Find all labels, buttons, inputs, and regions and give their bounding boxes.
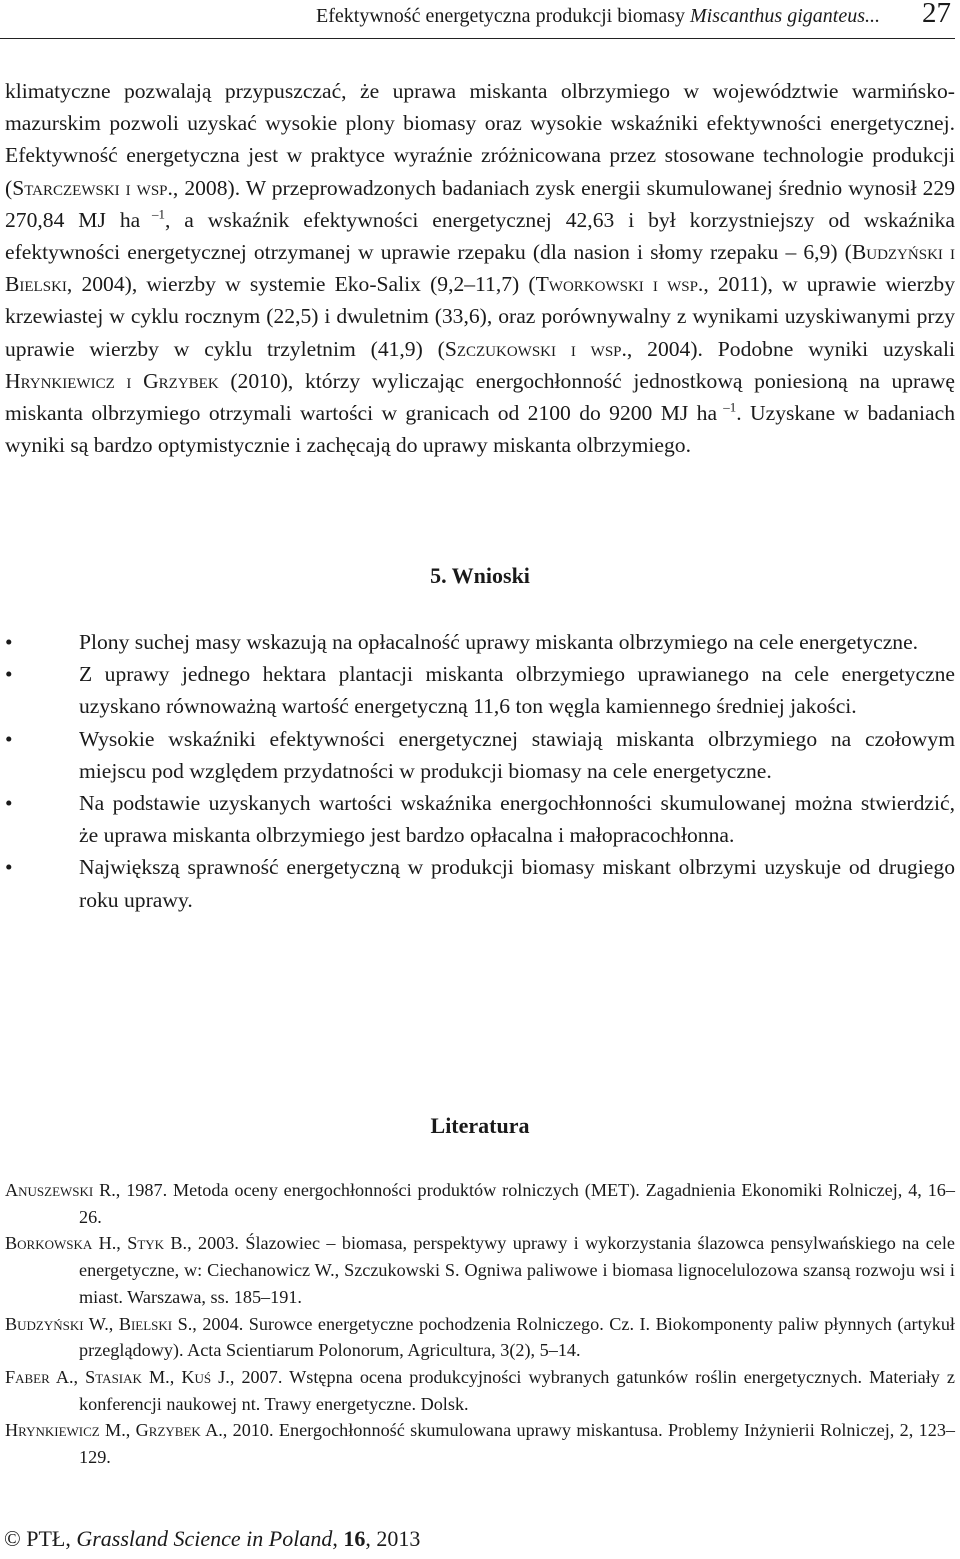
list-item: • Największą sprawność energetyczną w produkcji biomasy miskant olbrzymi uzyskuje od drugiego roku uprawy.: [5, 851, 955, 915]
running-header: [0, 0, 955, 39]
bullet-icon: •: [5, 726, 13, 751]
reference-item: Hrynkiewicz M., Grzybek A., 2010. Energochłonność skumulowana uprawy miskantusa. Problemy Inżynierii Rolniczej, 2, 123–129.: [5, 1420, 956, 1468]
page-footer: © PTŁ, Grassland Science in Poland, 16, 2013: [4, 1526, 421, 1551]
running-title: [316, 5, 880, 28]
reference-authors: Faber A., Stasiak M., Kuś J.: [5, 1366, 230, 1387]
running-title-text: Efektywność energetyczna produkcji biomasy: [316, 5, 690, 27]
citation-tworkowski: Tworkowski i wsp.: [535, 272, 704, 297]
list-item: • Plony suchej masy wskazują na opłacalność uprawy miskanta olbrzymiego na cele energetyczne.: [5, 626, 955, 658]
bullet-icon: •: [5, 630, 13, 654]
list-item: • Z uprawy jednego hektara plantacji miskanta olbrzymiego uprawianego na cele energetyczne uzyskano równoważną wartość energetyczną 11,6 ton węgla kamiennego średniej jakości.: [5, 658, 955, 722]
conclusions-list: [5, 626, 955, 916]
reference-item: Faber A., Stasiak M., Kuś J., 2007. Wstępna ocena produkcyjności wybranych gatunków roślin energetycznych. Materiały z konferencji naukowej nt. Trawy energetyczne. Dolsk.: [5, 1366, 955, 1414]
bullet-icon: •: [5, 791, 13, 816]
section-title-conclusions: 5. Wnioski: [430, 563, 530, 588]
volume-number: 16: [343, 1526, 366, 1551]
bullet-icon: •: [5, 662, 13, 687]
running-title-species: Miscanthus giganteus...: [690, 5, 880, 27]
section-title-literature: Literatura: [430, 1113, 530, 1138]
reference-item: Borkowska H., Styk B., 2003. Ślazowiec – biomasa, perspektywy uprawy i wykorzystania ślazowca pensylwańskiego na cele energetyczne, w: Ciechanowicz W., Szczukowski S. Ogniwa paliwowe i biomasa lignocelulozowa szansą rozwoju wsi i miast. Warszawa, ss. 185–191.: [5, 1233, 955, 1307]
list-item: • Wysokie wskaźniki efektywności energetycznej stawiają miskanta olbrzymiego na czołowym miejscu pod względem przydatności w produkcji biomasy na cele energetyczne.: [5, 723, 955, 787]
reference-authors: Anuszewski R.: [5, 1180, 116, 1200]
journal-name: Grassland Science in Poland: [76, 1526, 333, 1551]
reference-item: Anuszewski R., 1987. Metoda oceny energochłonności produktów rolniczych (MET). Zagadnienia Ekonomiki Rolniczej, 4, 16–26.: [5, 1180, 955, 1227]
exponent: –1: [140, 206, 165, 222]
body-paragraph: klimatyczne pozwalają przypuszczać, że uprawa miskanta olbrzymiego w województwie warmińsko-mazurskim pozwoli uzyskać wysokie plony biomasy oraz wysokie wskaźniki efektywności energetycznej. Efektywność energetyczna jest w praktyce wyraźnie zróżnicowana przez stosowane technologie produkcji (Starczewski i wsp., 2008). W przeprowadzonych badaniach zysk energii skumulowanej średnio wynosił 229 270,84 MJ ha $^{-1}$, a wskaźnik efektywności energetycznej 42,63 i był korzystniejszy od wskaźnika efektywności energetycznej otrzymanej w uprawie rzepaku (dla nasion i słomy rzepaku – 6,9) (Budzyński i Bielski, 2004), wierzby w systemie Eko-Salix (9,2–11,7) (Tworkowski i wsp., 2011), w uprawie wierzby krzewiastej w cyklu rocznym (22,5) i dwuletnim (33,6), oraz porównywalny z wynikami uzyskiwanymi przy uprawie wierzby w cyklu trzyletnim (41,9) (Szczukowski i wsp., 2004). Podobne wyniki uzyskali Hrynkiewicz i Grzybek (2010), którzy wyliczając energochłonność jednostkową poniesioną na uprawę miskanta olbrzymiego otrzymali wartości w granicach od 2100 do 9200 MJ ha $^{-1}$. Uzyskane w badaniach wyniki są bardzo optymistycznie i zachęcają do uprawy miskanta olbrzymiego.: [5, 79, 956, 458]
reference-item: Budzyński W., Bielski S., 2004. Surowce energetyczne pochodzenia Rolniczego. Cz. I. Biokomponenty paliw płynnych (artykuł przeglądowy). Acta Scientiarum Polonorum, Agricultura, 3(2), 5–14.: [5, 1313, 955, 1361]
citation-budzynski: Budzyński i Bielski: [5, 240, 955, 297]
reference-authors: Hrynkiewicz M., Grzybek A.: [5, 1420, 223, 1441]
reference-authors: Borkowska H., Styk B.: [5, 1233, 188, 1254]
citation-szczukowski: Szczukowski i wsp.: [444, 336, 627, 361]
exponent: –1: [717, 399, 737, 415]
page-number: 27: [922, 0, 951, 29]
reference-list: [5, 1177, 955, 1471]
citation-hrynkiewicz: Hrynkiewicz i Grzybek: [5, 368, 219, 393]
bullet-icon: •: [5, 855, 13, 880]
list-item: • Na podstawie uzyskanych wartości wskaźnika energochłonności skumulowanej można stwierdzić, że uprawa miskanta olbrzymiego jest bardzo opłacalna i małopracochłonna.: [5, 787, 955, 851]
citation-starczewski: Starczewski i wsp.: [12, 175, 173, 200]
reference-authors: Budzyński W., Bielski S.: [5, 1313, 193, 1334]
